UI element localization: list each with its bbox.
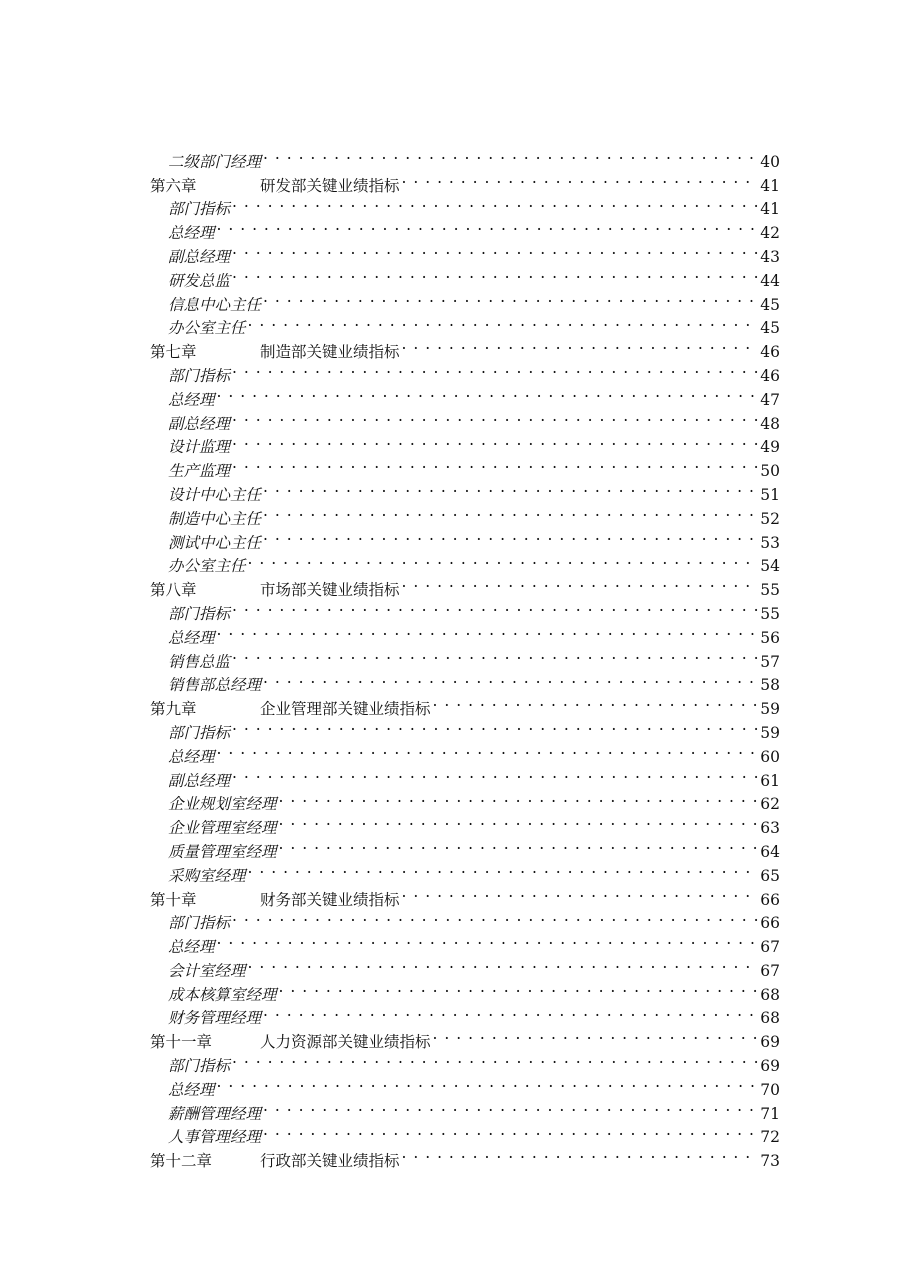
chapter-number: 第十一章 bbox=[150, 1033, 213, 1052]
toc-entry-title: 总经理 bbox=[168, 1080, 215, 1099]
dot-leader bbox=[248, 952, 759, 976]
page-number: 46 bbox=[760, 343, 780, 362]
page-number: 43 bbox=[760, 247, 780, 266]
page-number: 53 bbox=[760, 533, 780, 552]
toc-section-entry[interactable] bbox=[150, 405, 780, 433]
toc-section-entry[interactable] bbox=[150, 191, 780, 219]
toc-entry-title: 办公室主任 bbox=[168, 319, 246, 338]
page-number: 63 bbox=[760, 819, 780, 838]
dot-leader bbox=[248, 310, 759, 334]
dot-leader bbox=[433, 1023, 759, 1047]
toc-entry-title: 人事管理经理 bbox=[168, 1128, 262, 1147]
toc-section-entry[interactable] bbox=[150, 262, 780, 290]
page-number: 64 bbox=[760, 842, 780, 861]
toc-entry-title: 销售总监 bbox=[168, 652, 231, 671]
toc-entry-title: 研发总监 bbox=[168, 271, 231, 290]
toc-section-entry[interactable] bbox=[150, 714, 780, 742]
toc-entry-title: 信息中心主任 bbox=[168, 295, 262, 314]
dot-leader bbox=[232, 238, 758, 262]
page-number: 73 bbox=[760, 1152, 780, 1171]
chapter-number: 第十章 bbox=[150, 890, 197, 909]
toc-entry-title: 总经理 bbox=[168, 390, 215, 409]
dot-leader bbox=[232, 405, 758, 429]
toc-entry-title: 销售部总经理 bbox=[168, 676, 262, 695]
page-number: 40 bbox=[760, 152, 780, 171]
page-number: 48 bbox=[760, 414, 780, 433]
dot-leader bbox=[402, 1142, 759, 1166]
toc-entry-title: 人力资源部关键业绩指标 bbox=[260, 1033, 431, 1052]
toc-entry-title: 总经理 bbox=[168, 938, 215, 957]
toc-section-entry[interactable] bbox=[150, 476, 780, 504]
toc-entry-title: 财务管理经理 bbox=[168, 1009, 262, 1028]
dot-leader bbox=[279, 809, 759, 833]
page-number: 61 bbox=[760, 771, 780, 790]
toc-entry-title: 制造部关键业绩指标 bbox=[260, 343, 400, 362]
page-number: 41 bbox=[760, 176, 780, 195]
dot-leader bbox=[232, 643, 758, 667]
toc-section-entry[interactable] bbox=[150, 381, 780, 409]
dot-leader bbox=[263, 476, 758, 500]
page-number: 41 bbox=[760, 200, 780, 219]
dot-leader bbox=[232, 429, 758, 453]
toc-entry-title: 企业管理部关键业绩指标 bbox=[260, 700, 431, 719]
toc-entry-title: 市场部关键业绩指标 bbox=[260, 581, 400, 600]
dot-leader bbox=[263, 524, 758, 548]
toc-section-entry[interactable] bbox=[150, 928, 780, 957]
toc-section-entry[interactable] bbox=[150, 619, 780, 647]
toc-entry-title: 部门指标 bbox=[168, 1057, 231, 1076]
toc-section-entry[interactable] bbox=[150, 238, 780, 266]
dot-leader bbox=[263, 1000, 758, 1024]
toc-section-entry[interactable] bbox=[150, 667, 780, 695]
dot-leader bbox=[232, 595, 758, 619]
dot-leader bbox=[402, 167, 759, 191]
page-number: 56 bbox=[760, 628, 780, 647]
page-number: 68 bbox=[760, 985, 780, 1004]
toc-entry-title: 成本核算室经理 bbox=[168, 985, 277, 1004]
dot-leader bbox=[433, 690, 759, 714]
toc-section-entry[interactable] bbox=[150, 905, 780, 933]
page-number: 55 bbox=[760, 581, 780, 600]
toc-section-entry[interactable] bbox=[150, 595, 780, 623]
page-number: 62 bbox=[760, 795, 780, 814]
page-number: 47 bbox=[760, 390, 780, 409]
chapter-number: 第六章 bbox=[150, 176, 197, 195]
dot-leader bbox=[263, 143, 758, 167]
page-number: 69 bbox=[760, 1057, 780, 1076]
dot-leader bbox=[217, 1071, 759, 1095]
page-number: 60 bbox=[760, 747, 780, 766]
page-number: 72 bbox=[760, 1128, 780, 1147]
page-number: 59 bbox=[760, 700, 780, 719]
dot-leader bbox=[279, 786, 759, 810]
page-number: 54 bbox=[760, 557, 780, 576]
page-number: 67 bbox=[760, 961, 780, 980]
page-number: 49 bbox=[760, 438, 780, 457]
toc-section-entry[interactable] bbox=[150, 952, 780, 980]
dot-leader bbox=[217, 928, 759, 952]
dot-leader bbox=[263, 1119, 758, 1143]
toc-entry-title: 总经理 bbox=[168, 224, 215, 243]
toc-entry-title: 财务部关键业绩指标 bbox=[260, 890, 400, 909]
chapter-number: 第七章 bbox=[150, 343, 197, 362]
page-number: 59 bbox=[760, 723, 780, 742]
dot-leader bbox=[248, 857, 759, 881]
chapter-number: 第八章 bbox=[150, 581, 197, 600]
toc-section-entry[interactable] bbox=[150, 357, 780, 385]
page-number: 65 bbox=[760, 866, 780, 885]
toc-section-entry[interactable] bbox=[150, 452, 780, 481]
chapter-number: 第九章 bbox=[150, 700, 197, 719]
toc-section-entry[interactable] bbox=[150, 286, 780, 314]
page-number: 58 bbox=[760, 676, 780, 695]
toc-entry-title: 总经理 bbox=[168, 747, 215, 766]
page-number: 50 bbox=[760, 462, 780, 481]
toc-section-entry[interactable] bbox=[150, 214, 780, 243]
toc-entry-title: 二级部门经理 bbox=[168, 152, 262, 171]
toc-section-entry[interactable] bbox=[150, 429, 780, 457]
dot-leader bbox=[263, 1095, 758, 1119]
toc-section-entry[interactable] bbox=[150, 738, 780, 766]
page-number: 42 bbox=[760, 224, 780, 243]
page-number: 51 bbox=[760, 485, 780, 504]
toc-entry-title: 设计中心主任 bbox=[168, 485, 262, 504]
toc-section-entry[interactable] bbox=[150, 1095, 780, 1123]
dot-leader bbox=[263, 500, 758, 524]
page-number: 66 bbox=[760, 914, 780, 933]
dot-leader bbox=[232, 357, 758, 381]
page-number: 68 bbox=[760, 1009, 780, 1028]
toc-section-entry[interactable] bbox=[150, 762, 780, 790]
dot-leader bbox=[232, 714, 758, 738]
page-number: 55 bbox=[760, 604, 780, 623]
dot-leader bbox=[232, 191, 758, 215]
toc-entry-title: 办公室主任 bbox=[168, 557, 246, 576]
dot-leader bbox=[232, 905, 758, 929]
dot-leader bbox=[217, 214, 759, 238]
chapter-number: 第十二章 bbox=[150, 1152, 213, 1171]
toc-entry-title: 生产监理 bbox=[168, 462, 231, 481]
dot-leader bbox=[232, 1047, 758, 1071]
toc-entry-title: 部门指标 bbox=[168, 366, 231, 385]
toc-entry-title: 企业规划室经理 bbox=[168, 795, 277, 814]
page-number: 67 bbox=[760, 938, 780, 957]
dot-leader bbox=[402, 571, 759, 595]
dot-leader bbox=[279, 833, 759, 857]
dot-leader bbox=[263, 667, 758, 691]
page-number: 69 bbox=[760, 1033, 780, 1052]
toc-entry-title: 研发部关键业绩指标 bbox=[260, 176, 400, 195]
dot-leader bbox=[232, 262, 758, 286]
toc-entry-title: 部门指标 bbox=[168, 723, 231, 742]
toc-entry-title: 采购室经理 bbox=[168, 866, 246, 885]
toc-section-entry[interactable] bbox=[150, 143, 780, 171]
toc-entry-title: 行政部关键业绩指标 bbox=[260, 1152, 400, 1171]
dot-leader bbox=[279, 976, 759, 1000]
toc-entry-title: 设计监理 bbox=[168, 438, 231, 457]
dot-leader bbox=[217, 738, 759, 762]
toc-section-entry[interactable] bbox=[150, 786, 780, 814]
toc-entry-title: 部门指标 bbox=[168, 200, 231, 219]
toc-entry-title: 会计室经理 bbox=[168, 961, 246, 980]
dot-leader bbox=[232, 452, 758, 476]
page-number: 66 bbox=[760, 890, 780, 909]
dot-leader bbox=[402, 881, 759, 905]
toc-entry-title: 部门指标 bbox=[168, 914, 231, 933]
page-number: 57 bbox=[760, 652, 780, 671]
toc-entry-title: 制造中心主任 bbox=[168, 509, 262, 528]
toc-entry-title: 薪酬管理经理 bbox=[168, 1104, 262, 1123]
toc-entry-title: 副总经理 bbox=[168, 414, 231, 433]
page-number: 70 bbox=[760, 1080, 780, 1099]
toc-section-entry[interactable] bbox=[150, 643, 780, 671]
toc-entry-title: 企业管理室经理 bbox=[168, 819, 277, 838]
dot-leader bbox=[232, 762, 758, 786]
table-of-contents bbox=[150, 143, 780, 1171]
dot-leader bbox=[217, 619, 759, 643]
toc-entry-title: 副总经理 bbox=[168, 247, 231, 266]
page-number: 45 bbox=[760, 295, 780, 314]
toc-entry-title: 质量管理室经理 bbox=[168, 842, 277, 861]
toc-section-entry[interactable] bbox=[150, 1071, 780, 1099]
page-number: 45 bbox=[760, 319, 780, 338]
dot-leader bbox=[217, 381, 759, 405]
page-number: 71 bbox=[760, 1104, 780, 1123]
page-number: 46 bbox=[760, 366, 780, 385]
toc-section-entry[interactable] bbox=[150, 1047, 780, 1076]
toc-entry-title: 测试中心主任 bbox=[168, 533, 262, 552]
toc-entry-title: 副总经理 bbox=[168, 771, 231, 790]
dot-leader bbox=[248, 548, 759, 572]
dot-leader bbox=[402, 333, 759, 357]
page-number: 52 bbox=[760, 509, 780, 528]
toc-entry-title: 总经理 bbox=[168, 628, 215, 647]
dot-leader bbox=[263, 286, 758, 310]
page-number: 44 bbox=[760, 271, 780, 290]
toc-entry-title: 部门指标 bbox=[168, 604, 231, 623]
